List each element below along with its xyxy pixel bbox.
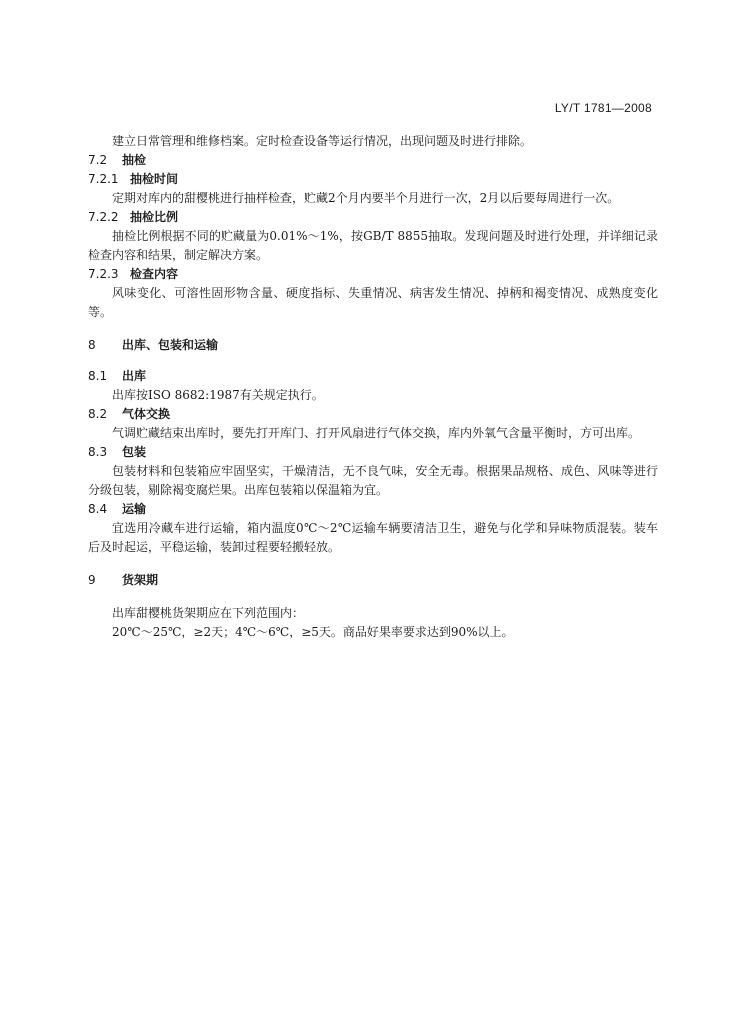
heading-7-2-3: 7.2.3 检查内容	[88, 267, 179, 281]
paragraph-outbound: 出库按ISO 8682:1987有关规定执行。	[112, 388, 324, 402]
paragraph-inspection-time: 定期对库内的甜樱桃进行抽样检查，贮藏2个月内要半个月进行一次，2月以后要每周进行一次。	[112, 191, 620, 205]
paragraph-shelf-life-values: 20℃～25℃，≥2天；4℃～6℃，≥5天。商品好果率要求达到90%以上。	[112, 625, 514, 639]
heading-8-3: 8.3 包装	[88, 445, 147, 459]
heading-8: 8 出库、包装和运输	[88, 338, 219, 352]
heading-8-2: 8.2 气体交换	[88, 407, 171, 421]
heading-9: 9 货架期	[88, 573, 159, 587]
heading-7-2-2: 7.2.2 抽检比例	[88, 210, 179, 224]
paragraph-shelf-life-intro: 出库甜樱桃货架期应在下列范围内：	[112, 606, 305, 620]
document-code: LY/T 1781—2008	[554, 101, 652, 115]
document-body	[88, 132, 658, 642]
paragraph-inspection-content: 风味变化、可溶性固形物含量、硬度指标、失重情况、病害发生情况、掉柄和褐变情况、成熟度变化等。	[88, 286, 658, 319]
heading-8-4: 8.4 运输	[88, 502, 147, 516]
paragraph-maintenance-records: 建立日常管理和维修档案。定时检查设备等运行情况，出现问题及时进行排除。	[112, 134, 533, 148]
heading-7-2-1: 7.2.1 抽检时间	[88, 172, 179, 186]
paragraph-packaging: 包装材料和包装箱应牢固坚实，干燥清洁，无不良气味，安全无毒。根据果品规格、成色、风味等进行分级包装，剔除褐变腐烂果。出库包装箱以保温箱为宜。	[88, 464, 658, 497]
paragraph-inspection-ratio: 抽检比例根据不同的贮藏量为0.01%～1%，按GB/T 8855抽取。发现问题及时进行处理，并详细记录检查内容和结果，制定解决方案。	[88, 229, 658, 262]
paragraph-transport: 宜选用冷藏车进行运输，箱内温度0℃～2℃运输车辆要清洁卫生，避免与化学和异味物质混装。装车后及时起运，平稳运输，装卸过程要轻搬轻放。	[88, 521, 658, 554]
heading-7-2: 7.2 抽检	[88, 153, 147, 167]
paragraph-gas-exchange: 气调贮藏结束出库时，要先打开库门、打开风扇进行气体交换，库内外氧气含量平衡时，方可出库。	[112, 426, 641, 440]
heading-8-1: 8.1 出库	[88, 369, 147, 383]
